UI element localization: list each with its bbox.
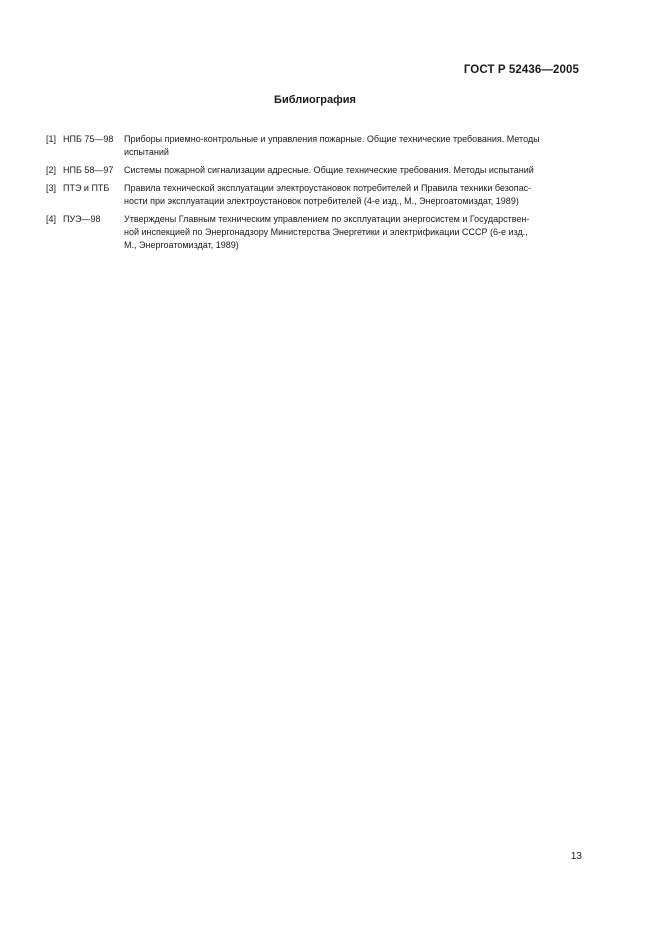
entry-text-line: Системы пожарной сигнализации адресные. Общие технические требования. Методы испытаний	[124, 165, 534, 175]
page-number: 13	[570, 851, 582, 862]
entry-number: [4]	[46, 214, 57, 224]
entry-text	[124, 182, 586, 208]
entry-text-line: ности при эксплуатации электроустановок потребителей (4-е изд., М., Энергоатомиздат, 1989)	[124, 196, 519, 206]
entry-text-line: испытаний	[124, 147, 169, 157]
entry-code: ПУЭ—98	[63, 214, 101, 224]
bibliography-entry-3	[46, 182, 586, 208]
entry-text-line: Приборы приемно-контрольные и управления пожарные. Общие технические требования. Методы	[124, 134, 540, 144]
entry-number: [2]	[46, 165, 57, 175]
bibliography-entry-1	[46, 133, 586, 159]
entry-text	[124, 213, 586, 252]
entry-text-line: М., Энергоатомиздат, 1989)	[124, 240, 239, 250]
entry-text-line: Утверждены Главным техническим управлением по эксплуатации энергосистем и Государствен-	[124, 214, 530, 224]
entry-text	[124, 164, 586, 177]
bibliography-list	[46, 133, 586, 257]
entry-text	[124, 133, 586, 159]
entry-code: ПТЭ и ПТБ	[63, 183, 110, 193]
page-title: Библиография	[274, 94, 356, 106]
entry-code: НПБ 75—98	[63, 134, 114, 144]
entry-number: [3]	[46, 183, 57, 193]
entry-code: НПБ 58—97	[63, 165, 114, 175]
entry-text-line: ной инспекцией по Энергонадзору Министерства Энергетики и электрификации СССР (6-е изд.,	[124, 227, 528, 237]
bibliography-entry-4	[46, 213, 586, 252]
standard-code: ГОСТ Р 52436—2005	[463, 64, 579, 76]
entry-text-line: Правила технической эксплуатации электроустановок потребителей и Правила техники безопас-	[124, 183, 532, 193]
entry-number: [1]	[46, 134, 57, 144]
bibliography-entry-2	[46, 164, 586, 177]
